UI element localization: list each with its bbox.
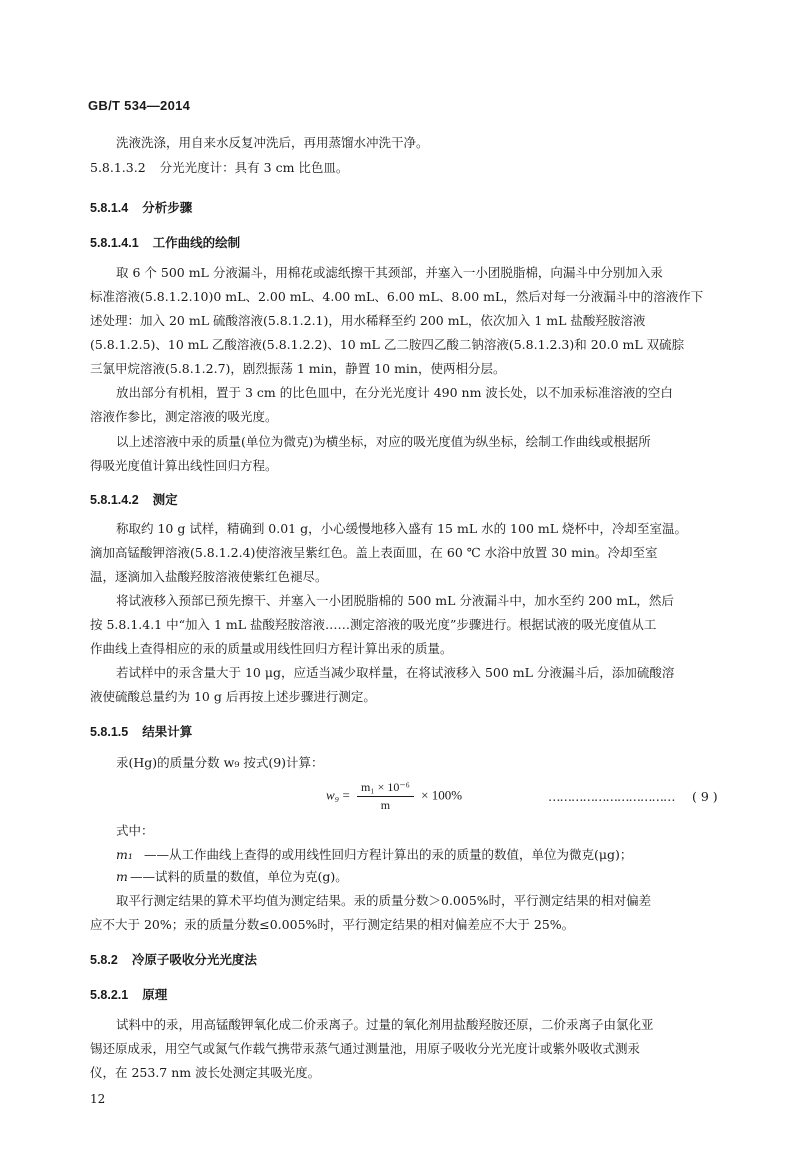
paragraph-line: 试料中的汞，用高锰酸钾氧化成二价汞离子。过量的氧化剂用盐酸羟胺还原，二价汞离子由氯化亚 bbox=[116, 1017, 654, 1032]
section-heading bbox=[90, 198, 192, 216]
definition-symbol: m₁ bbox=[116, 847, 133, 862]
paragraph-line: 若试样中的汞含量大于 10 μg，应适当减少取样量，在将试液移入 500 mL 分液漏斗后，添加硫酸溶 bbox=[116, 665, 675, 680]
paragraph-line: 锡还原成汞，用空气或氮气作载气携带汞蒸气通过测量池，用原子吸收分光光度计或紫外吸收式测汞 bbox=[90, 1041, 641, 1056]
formula-denominator: m bbox=[380, 798, 391, 812]
formula-fraction bbox=[357, 780, 414, 813]
section-number: 5.8.1.4.1 bbox=[90, 236, 139, 250]
section-number: 5.8.2 bbox=[90, 953, 118, 967]
section-title: 工作曲线的绘制 bbox=[152, 236, 241, 250]
section-title: 冷原子吸收分光光度法 bbox=[131, 953, 257, 967]
paragraph-line: 应不大于 20%；汞的质量分数≤0.005%时，平行测定结果的相对偏差应不大于 25%。 bbox=[90, 917, 575, 932]
section-title: 分析步骤 bbox=[142, 201, 193, 215]
paragraph-line: 溶液作参比，测定溶液的吸光度。 bbox=[90, 409, 278, 424]
formula-numerator: m₁ × 10⁻⁶ bbox=[357, 780, 414, 797]
section-number: 5.8.1.5 bbox=[90, 725, 129, 739]
definition-m1 bbox=[116, 844, 632, 866]
clause-number: 5.8.1.3.2 bbox=[90, 160, 146, 175]
section-title: 结果计算 bbox=[142, 725, 193, 739]
paragraph-line: 取 6 个 500 mL 分液漏斗，用棉花或滤纸擦干其颈部，并塞入一小团脱脂棉，向漏斗中分别加入汞 bbox=[116, 265, 663, 280]
definition-m bbox=[116, 866, 348, 888]
clause-5-8-1-3-2 bbox=[90, 157, 348, 179]
section-number: 5.8.1.4 bbox=[90, 201, 129, 215]
paragraph-line: 液使硫酸总量约为 10 g 后再按上述步骤进行测定。 bbox=[90, 689, 376, 704]
section-number: 5.8.2.1 bbox=[90, 988, 129, 1002]
paragraph-line: 取平行测定结果的算术平均值为测定结果。汞的质量分数＞0.005%时，平行测定结果的相对偏差 bbox=[116, 893, 652, 908]
section-number: 5.8.1.4.2 bbox=[90, 493, 139, 507]
paragraph-line: 温，逐滴加入盐酸羟胺溶液使紫红色褪尽。 bbox=[90, 569, 328, 584]
formula-number: ( 9 ) bbox=[692, 789, 718, 804]
paragraph-line: 滴加高锰酸钾溶液(5.8.1.2.4)使溶液呈紫红色。盖上表面皿，在 60 ℃ 水浴中放置 30 min。冷却至室 bbox=[90, 545, 658, 560]
paragraph-line: 称取约 10 g 试样，精确到 0.01 g，小心缓慢地移入盛有 15 mL 水的 100 mL 烧杯中，冷却至室温。 bbox=[116, 521, 688, 536]
formula-intro: 汞(Hg)的质量分数 w₉ 按式(9)计算： bbox=[116, 755, 324, 770]
section-heading bbox=[90, 985, 167, 1003]
section-title: 测定 bbox=[152, 493, 178, 507]
document-header: GB/T 534—2014 bbox=[88, 98, 191, 113]
formula-lhs: w₉ bbox=[326, 787, 340, 803]
section-title: 原理 bbox=[142, 988, 168, 1002]
section-heading bbox=[90, 490, 178, 508]
paragraph-line: 作曲线上查得相应的汞的质量或用线性回归方程计算出汞的质量。 bbox=[90, 641, 453, 656]
clause-text: 分光光度计：具有 3 cm 比色皿。 bbox=[159, 160, 349, 175]
formula-multiplier: × 100% bbox=[421, 787, 463, 803]
paragraph-line: (5.8.1.2.5)、10 mL 乙酸溶液(5.8.1.2.2)、10 mL 乙二胺四乙酸二钠溶液(5.8.1.2.3)和 20.0 mL 双硫腙 bbox=[90, 337, 685, 352]
definition-text: ——从工作曲线上查得的或用线性回归方程计算出的汞的质量的数值，单位为微克(μg)； bbox=[144, 847, 633, 862]
paragraph-line: 述处理：加入 20 mL 硫酸溶液(5.8.1.2.1)，用水稀释至约 200 mL，依次加入 1 mL 盐酸羟胺溶液 bbox=[90, 313, 646, 328]
definition-text: ——试料的质量的数值，单位为克(g)。 bbox=[130, 869, 348, 884]
paragraph-line: 标准溶液(5.8.1.2.10)0 mL、2.00 mL、4.00 mL、6.00 mL、8.00 mL，然后对每一分液漏斗中的溶液作下 bbox=[90, 289, 704, 304]
where-label: 式中： bbox=[116, 823, 154, 838]
paragraph-line: 以上述溶液中汞的质量(单位为微克)为横坐标，对应的吸光度值为纵坐标，绘制工作曲线或根据所 bbox=[116, 434, 651, 449]
paragraph-line: 按 5.8.1.4.1 中“加入 1 mL 盐酸羟胺溶液……测定溶液的吸光度”步骤进行。根据试液的吸光度值从工 bbox=[90, 617, 657, 632]
definition-symbol: m bbox=[116, 869, 128, 884]
paragraph-line: 将试液移入预部已预先擦干、并塞入一小团脱脂棉的 500 mL 分液漏斗中，加水至约 200 mL，然后 bbox=[116, 593, 674, 608]
formula-9 bbox=[326, 780, 462, 813]
page-number: 12 bbox=[90, 1092, 106, 1106]
section-heading bbox=[90, 722, 192, 740]
paragraph-line: 放出部分有机相，置于 3 cm 的比色皿中，在分光光度计 490 nm 波长处，以不加汞标准溶液的空白 bbox=[116, 385, 673, 400]
paragraph-line: 得吸光度值计算出线性回归方程。 bbox=[90, 458, 278, 473]
section-heading bbox=[90, 233, 240, 251]
paragraph-line: 三氯甲烷溶液(5.8.1.2.7)，剧烈振荡 1 min，静置 10 min，使两相分层。 bbox=[90, 361, 506, 376]
formula-equals: = bbox=[342, 787, 350, 803]
paragraph-line: 仪，在 253.7 nm 波长处测定其吸光度。 bbox=[90, 1065, 321, 1080]
section-heading bbox=[90, 950, 257, 968]
formula-leader-dots: …………………………… bbox=[548, 789, 675, 804]
text-line: 洗液洗涤，用自来水反复冲洗后，再用蒸馏水冲洗干净。 bbox=[116, 135, 429, 150]
